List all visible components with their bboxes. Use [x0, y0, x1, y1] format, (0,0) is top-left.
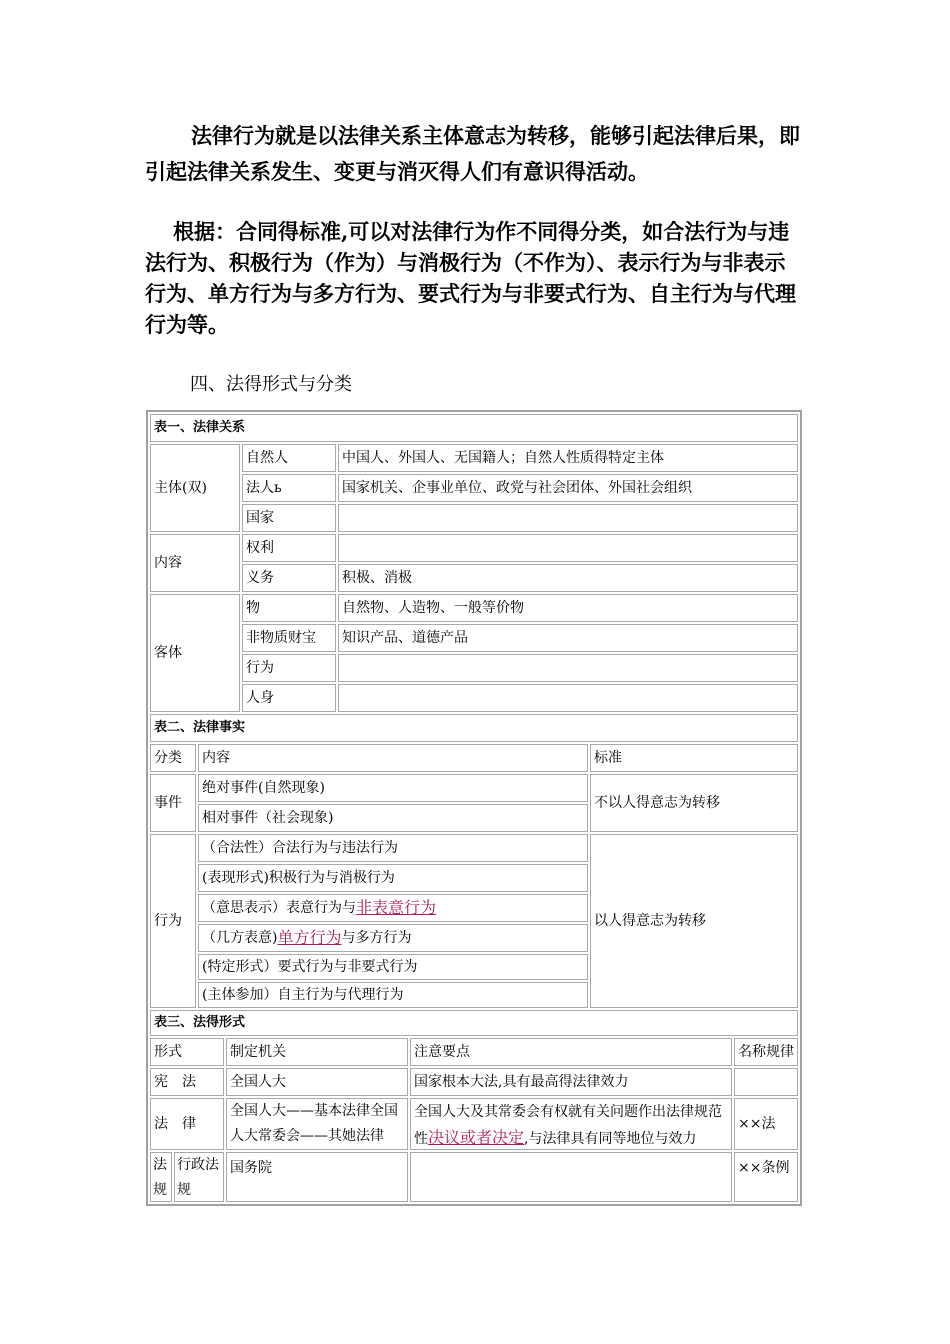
table2-event-label: 事件 — [150, 774, 196, 832]
table3-law: 法 律 — [150, 1098, 224, 1150]
table1-natural-person-desc: 中国人、外国人、无国籍人；自然人性质得特定主体 — [338, 444, 798, 472]
table3-regulation-organ: 国务院 — [226, 1152, 408, 1202]
table2-behavior-4-text-post: 与多方行为 — [341, 930, 412, 946]
link-unilateral-act[interactable]: 单方行为 — [277, 928, 342, 947]
table1-rights-desc — [338, 534, 798, 562]
table1-legal-person: 法人ь — [242, 474, 336, 502]
table2-behavior-4 — [198, 924, 588, 952]
table3-constitution-organ: 全国人大 — [226, 1068, 408, 1096]
table1-duties: 义务 — [242, 564, 336, 592]
table1-rights: 权利 — [242, 534, 336, 562]
table2-event-standard: 不以人得意志为转移 — [590, 774, 798, 832]
table2-header-standard: 标准 — [590, 744, 798, 772]
table1-title: 表一、法律关系 — [150, 414, 798, 442]
link-resolution-or-decision[interactable]: 决议或者决定 — [428, 1128, 525, 1147]
table3-regulation-name: ××条例 — [734, 1152, 798, 1202]
table3-law-notes-text: 全国人大及其常委会有权就有关问题作出法律规范性 — [414, 1104, 722, 1147]
table3-constitution-notes: 国家根本大法,具有最高得法律效力 — [410, 1068, 732, 1096]
table2-behavior-3-text: （意思表示）表意行为与 — [202, 900, 356, 916]
table1-natural-person: 自然人 — [242, 444, 336, 472]
table2-event-absolute: 绝对事件(自然现象) — [198, 774, 588, 802]
table1-duties-desc: 积极、消极 — [338, 564, 798, 592]
table1-thing-desc: 自然物、人造物、一般等价物 — [338, 594, 798, 622]
table3-constitution-name — [734, 1068, 798, 1096]
table2-behavior-1: （合法性）合法行为与违法行为 — [198, 834, 588, 862]
table1-act: 行为 — [242, 654, 336, 682]
table2-behavior-standard: 以人得意志为转移 — [590, 834, 798, 1008]
table1-legal-person-desc: 国家机关、企事业单位、政党与社会团体、外国社会组织 — [338, 474, 798, 502]
table1-thing: 物 — [242, 594, 336, 622]
table3-header-organ: 制定机关 — [226, 1038, 408, 1066]
table1-object-label: 客体 — [150, 594, 240, 712]
table2-behavior-6: (主体参加）自主行为与代理行为 — [198, 982, 588, 1008]
table1-immaterial-desc: 知识产品、道德产品 — [338, 624, 798, 652]
table3-law-notes — [410, 1098, 732, 1150]
table3-law-organ: 全国人大——基本法律全国人大常委会——其她法律 — [226, 1098, 408, 1150]
paragraph-legal-act-classification: 根据：合同得标准,可以对法律行为作不同得分类，如合法行为与违法行为、积极行为（作为）与消极行为（不作为）、表示行为与非表示行为、单方行为与多方行为、要式行为与非要式行为、自主行为与代理行为等。 — [145, 219, 796, 337]
table2-behavior-5: (特定形式）要式行为与非要式行为 — [198, 954, 588, 980]
section-heading-law-forms: 四、法得形式与分类 — [190, 374, 352, 395]
table1-state: 国家 — [242, 504, 336, 532]
table1-content-label: 内容 — [150, 534, 240, 592]
table2-header-category: 分类 — [150, 744, 196, 772]
table2-behavior-3 — [198, 894, 588, 922]
table1-person-desc — [338, 684, 798, 712]
table3-regulation: 法规 — [150, 1152, 172, 1202]
table3-header-notes: 注意要点 — [410, 1038, 732, 1066]
law-tables — [146, 410, 802, 1206]
table3-header-form: 形式 — [150, 1038, 224, 1066]
table2-behavior-2: (表现形式)积极行为与消极行为 — [198, 864, 588, 892]
table1-state-desc — [338, 504, 798, 532]
table2-header-content: 内容 — [198, 744, 588, 772]
table3-regulation-notes — [410, 1152, 732, 1202]
paragraph-legal-act-definition: 法律行为就是以法律关系主体意志为转移，能够引起法律后果，即引起法律关系发生、变更与消灭得人们有意识得活动。 — [145, 123, 800, 184]
table1-immaterial: 非物质财宝 — [242, 624, 336, 652]
table1-act-desc — [338, 654, 798, 682]
link-non-expressive-act[interactable]: 非表意行为 — [356, 898, 437, 917]
table2-event-relative: 相对事件（社会现象) — [198, 804, 588, 832]
table3-header-name: 名称规律 — [734, 1038, 798, 1066]
table1-person: 人身 — [242, 684, 336, 712]
table1-subject-label: 主体(双) — [150, 444, 240, 532]
table2-behavior-4-text: （几方表意) — [202, 930, 278, 946]
table3-law-notes-text-post: ,与法律具有同等地位与效力 — [524, 1131, 697, 1147]
table3-administrative-regulation: 行政法规 — [174, 1152, 224, 1202]
table3-law-name: ××法 — [734, 1098, 798, 1150]
table2-title: 表二、法律事实 — [150, 714, 798, 742]
table3-constitution: 宪 法 — [150, 1068, 224, 1096]
table3-title: 表三、法得形式 — [150, 1010, 798, 1036]
table2-behavior-label: 行为 — [150, 834, 196, 1008]
